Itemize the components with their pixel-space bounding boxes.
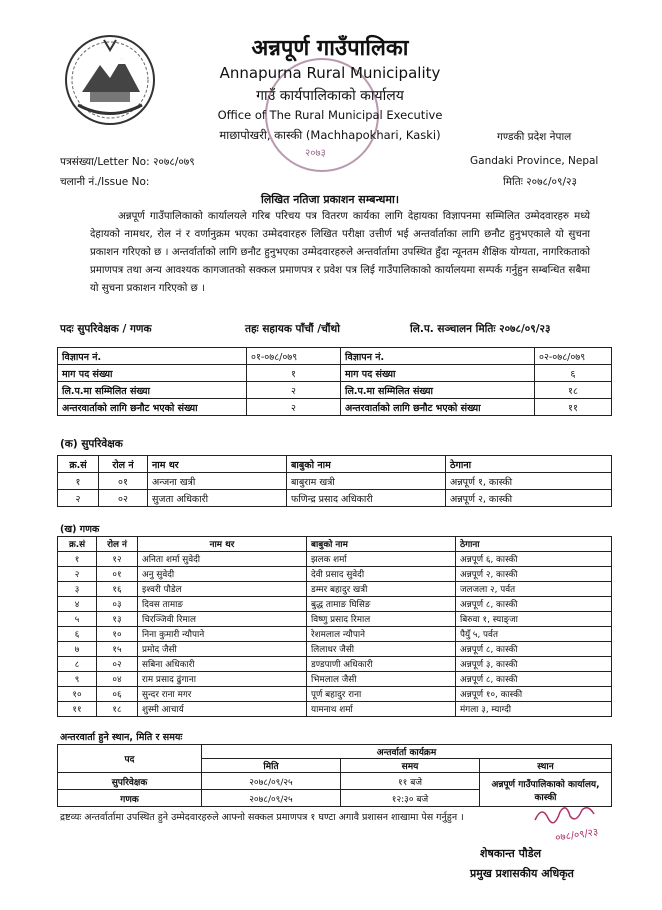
table-cell: मंगला ३, म्याग्दी [456,702,612,717]
table-cell: ०२ [99,490,148,507]
table-header-row [58,745,612,759]
body-paragraph: अन्नपूर्ण गाउँपालिकाको कार्यालयले गरिब परिचय पत्र वितरण कार्यका लागि देहायका विज्ञापनमा सम्मिलित उम्मेदवारहरु मध्ये देहायको नामथर, रोल नं र वर्णानुक्रम भएका उम्मेदवारहरु लिखित परीक्षा उत्तीर्ण भई अन्तर्वार्ताका लागि छनौट हुनुभएकाले यो सुचना प्रकाशन गरिएको छ । अन्तर्वार्ताको लागि छनौट हुनुभएका उम्मेदवारहरुले अन्तर्वार्तामा उपस्थित हुँदा न्यूनतम शैक्षिक योग्यता, नागरिकताको प्रमाणपत्र तथा अन्य आवश्यक कागजातको सक्कल प्रमाणपत्र र प्रवेश पत्र लिई गाउँपालिकाको कार्यालयमा सम्पर्क गर्नुहुन सम्बन्धित सबैमा यो सुचना प्रकाशन गरिएको छ । [90,211,590,294]
issue-number: चलानी नं./Issue No: [60,176,150,188]
column-header: समय [341,759,480,773]
column-header: नाम थर [148,456,287,473]
table-row [58,597,612,612]
table-cell: शुस्मी आचार्य [138,702,307,717]
column-header: रोल नं [99,456,148,473]
province-en: Gandaki Province, Nepal [470,155,599,167]
nepal-emblem-icon [60,30,160,130]
table-cell: देवी प्रसाद सुवेदी [307,567,456,582]
interview-place: अन्नपूर्ण गाउँपालिकाको कार्यालय, कास्की [480,773,612,807]
table-cell: २ [247,382,341,399]
table-cell: पूर्ण बहादुर राना [307,687,456,702]
interview-table [57,744,612,807]
table-cell: अनिता शर्मा सुवेदी [138,552,307,567]
table-cell: ६ [58,627,97,642]
province-np: गण्डकी प्रदेश नेपाल [497,131,572,143]
table-cell: १ [247,365,341,382]
table-cell: सबिना अधिकारी [138,657,307,672]
table-cell: ०२ [97,657,138,672]
table-cell: २ [247,399,341,416]
table-cell: १० [97,627,138,642]
post-name: पदः सुपरिवेक्षक / गणक [60,323,152,335]
table-cell: १२ [97,552,138,567]
table-cell: १ [58,473,99,490]
signatory-name: शेषकान्त पौडेल [480,847,542,860]
table-cell: राम प्रसाद ढुंगाना [138,672,307,687]
table-cell: १५ [97,642,138,657]
column-header: पद [58,745,202,773]
table-cell: अन्नपूर्ण ८, कास्की [456,642,612,657]
table-cell: बिरुवा १, स्याङ्जा [456,612,612,627]
table-cell: ६ [535,365,612,382]
table-cell: रेशमलाल न्यौपाने [307,627,456,642]
enumerator-table [57,536,612,717]
supervisor-table [57,455,612,507]
table-cell: भिमलाल जैसी [307,672,456,687]
office-address: माछापोखरी, कास्की (Machhapokhari, Kaski) [219,128,441,142]
column-header: ठेगाना [456,537,612,552]
column-header: नाम थर [138,537,307,552]
table-cell: अन्जना खत्री [148,473,287,490]
table-cell: अन्तरवार्ताको लागि छनौट भएको संख्या [341,399,535,416]
table-cell: प्रमोद जैसी [138,642,307,657]
column-header: ठेगाना [446,456,612,473]
signatory-title: प्रमुख प्रशासकीय अधिकृत [470,867,574,880]
table-cell: दिवस तामाङ [138,597,307,612]
table-cell: गणक [58,790,202,807]
table-cell: १६ [97,582,138,597]
table-cell: लिलाधर जैसी [307,642,456,657]
table-row [58,399,612,416]
table-cell: ४ [58,597,97,612]
signature-date: ०७८/०९/२३ [554,827,599,844]
table-cell: अन्नपूर्ण २, कास्की [446,490,612,507]
table-row [58,382,612,399]
table-cell: बुद्ध तामाङ घिसिङ [307,597,456,612]
letter-date: मितिः २०७८/०९/२३ [503,176,577,188]
table-cell: पैयुँ ५, पर्वत [456,627,612,642]
table-row [58,582,612,597]
table-cell: जलजला २, पर्वत [456,582,612,597]
table-row [58,348,612,365]
table-cell: १८ [97,702,138,717]
table-cell: अन्नपूर्ण १, कास्की [446,473,612,490]
section-supervisor-title: (क) सुपरिवेक्षक [60,438,123,450]
table-cell: निना कुमारी न्यौपाने [138,627,307,642]
table-cell: सुजता अधिकारी [148,490,287,507]
office-title-en: Office of The Rural Municipal Executive [217,108,443,122]
table-cell: ५ [58,612,97,627]
column-header: स्थान [480,759,612,773]
table-row [58,552,612,567]
table-header-row [58,456,612,473]
table-cell: बाबुराम खत्री [287,473,446,490]
table-cell: ७ [58,642,97,657]
table-row [58,773,612,790]
municipality-title-en: Annapurna Rural Municipality [219,64,441,82]
table-row [58,642,612,657]
table-cell: ०६ [97,687,138,702]
table-cell: ९ [58,672,97,687]
column-header: अन्तर्वार्ता कार्यक्रम [202,745,612,759]
column-header: रोल नं [97,537,138,552]
table-cell: विष्णु प्रसाद रिमाल [307,612,456,627]
column-header: बाबुको नाम [307,537,456,552]
table-cell: यामनाथ शर्मा [307,702,456,717]
column-header: मिति [202,759,341,773]
table-cell: १८ [535,382,612,399]
table-cell: डम्मर बहादुर खत्री [307,582,456,597]
table-cell: २ [58,490,99,507]
table-cell: माग पद संख्या [58,365,247,382]
municipality-title-np: अन्नपूर्ण गाउँपालिका [251,36,409,61]
table-row [58,672,612,687]
table-cell: ८ [58,657,97,672]
table-cell: अन्नपूर्ण १०, कास्की [456,687,612,702]
table-cell: ०४ [97,672,138,687]
table-cell: विज्ञापन नं. [341,348,535,365]
advertisement-info-table [57,347,612,416]
note: द्रष्टव्यः अन्तर्वार्तामा उपस्थित हुने उम्मेदवारहरुले आफ्नो सक्कल प्रमाणपत्र १ घण्टा अगावै प्रशासन शाखामा पेस गर्नुहुन । [60,812,464,823]
interview-title: अन्तरवार्ता हुने स्थान, मिति र समयः [60,732,183,743]
table-cell: अन्नपूर्ण ३, कास्की [456,657,612,672]
table-cell: ११ [535,399,612,416]
letter-number: पत्रसंख्या/Letter No: २०७८/०७९ [60,156,195,168]
exam-date: लि.प. सञ्चालन मितिः २०७८/०९/२३ [410,323,551,335]
subject: लिखित नतिजा प्रकाशन सम्बन्धमा। [261,193,399,206]
table-cell: ०२-०७८/०७९ [535,348,612,365]
table-cell: १३ [97,612,138,627]
table-cell: फणिन्द्र प्रसाद अधिकारी [287,490,446,507]
table-cell: अन्नपूर्ण २, कास्की [456,567,612,582]
table-cell: डण्डपाणी अधिकारी [307,657,456,672]
table-cell: माग पद संख्या [341,365,535,382]
table-cell: २०७८/०९/२५ [202,773,341,790]
table-cell: ०३ [97,597,138,612]
stamp-year: २०७३ [305,148,326,159]
table-cell: विज्ञापन नं. [58,348,247,365]
table-row [58,567,612,582]
table-row [58,365,612,382]
table-cell: लि.प.मा सम्मिलित संख्या [341,382,535,399]
table-cell: ०१ [97,567,138,582]
table-cell: चिरञ्जिवी रिमाल [138,612,307,627]
table-cell: १२:३० बजे [341,790,480,807]
table-cell: अन्नपूर्ण ८, कास्की [456,672,612,687]
table-cell: ०१-०७८/०७९ [247,348,341,365]
table-cell: ०१ [99,473,148,490]
table-cell: इश्वरी पौडेल [138,582,307,597]
table-cell: २ [58,567,97,582]
column-header: क्र.सं [58,456,99,473]
table-row [58,687,612,702]
office-title-np: गाउँ कार्यपालिकाको कार्यालय [256,88,404,104]
table-row [58,490,612,507]
table-cell: सुन्दर राना मगर [138,687,307,702]
table-cell: लि.प.मा सम्मिलित संख्या [58,382,247,399]
table-header-row [58,537,612,552]
table-cell: अन्नपूर्ण ८, कास्की [456,597,612,612]
table-cell: २०७८/०९/२५ [202,790,341,807]
table-cell: ११ [58,702,97,717]
table-row [58,612,612,627]
section-enumerator-title: (ख) गणक [60,524,100,535]
table-cell: १ [58,552,97,567]
table-cell: ११ बजे [341,773,480,790]
column-header: बाबुको नाम [287,456,446,473]
table-cell: अन्नपूर्ण ६, कास्की [456,552,612,567]
table-row [58,627,612,642]
post-level: तहः सहायक पाँचौं /चौंथो [245,323,340,335]
table-cell: ३ [58,582,97,597]
column-header: क्र.सं [58,537,97,552]
table-row [58,473,612,490]
table-cell: अन्तरवार्ताको लागि छनौट भएको संख्या [58,399,247,416]
table-row [58,657,612,672]
table-cell: अनु सुवेदी [138,567,307,582]
table-cell: १० [58,687,97,702]
table-row [58,702,612,717]
table-cell: झलक शर्मा [307,552,456,567]
table-cell: सुपरिवेक्षक [58,773,202,790]
